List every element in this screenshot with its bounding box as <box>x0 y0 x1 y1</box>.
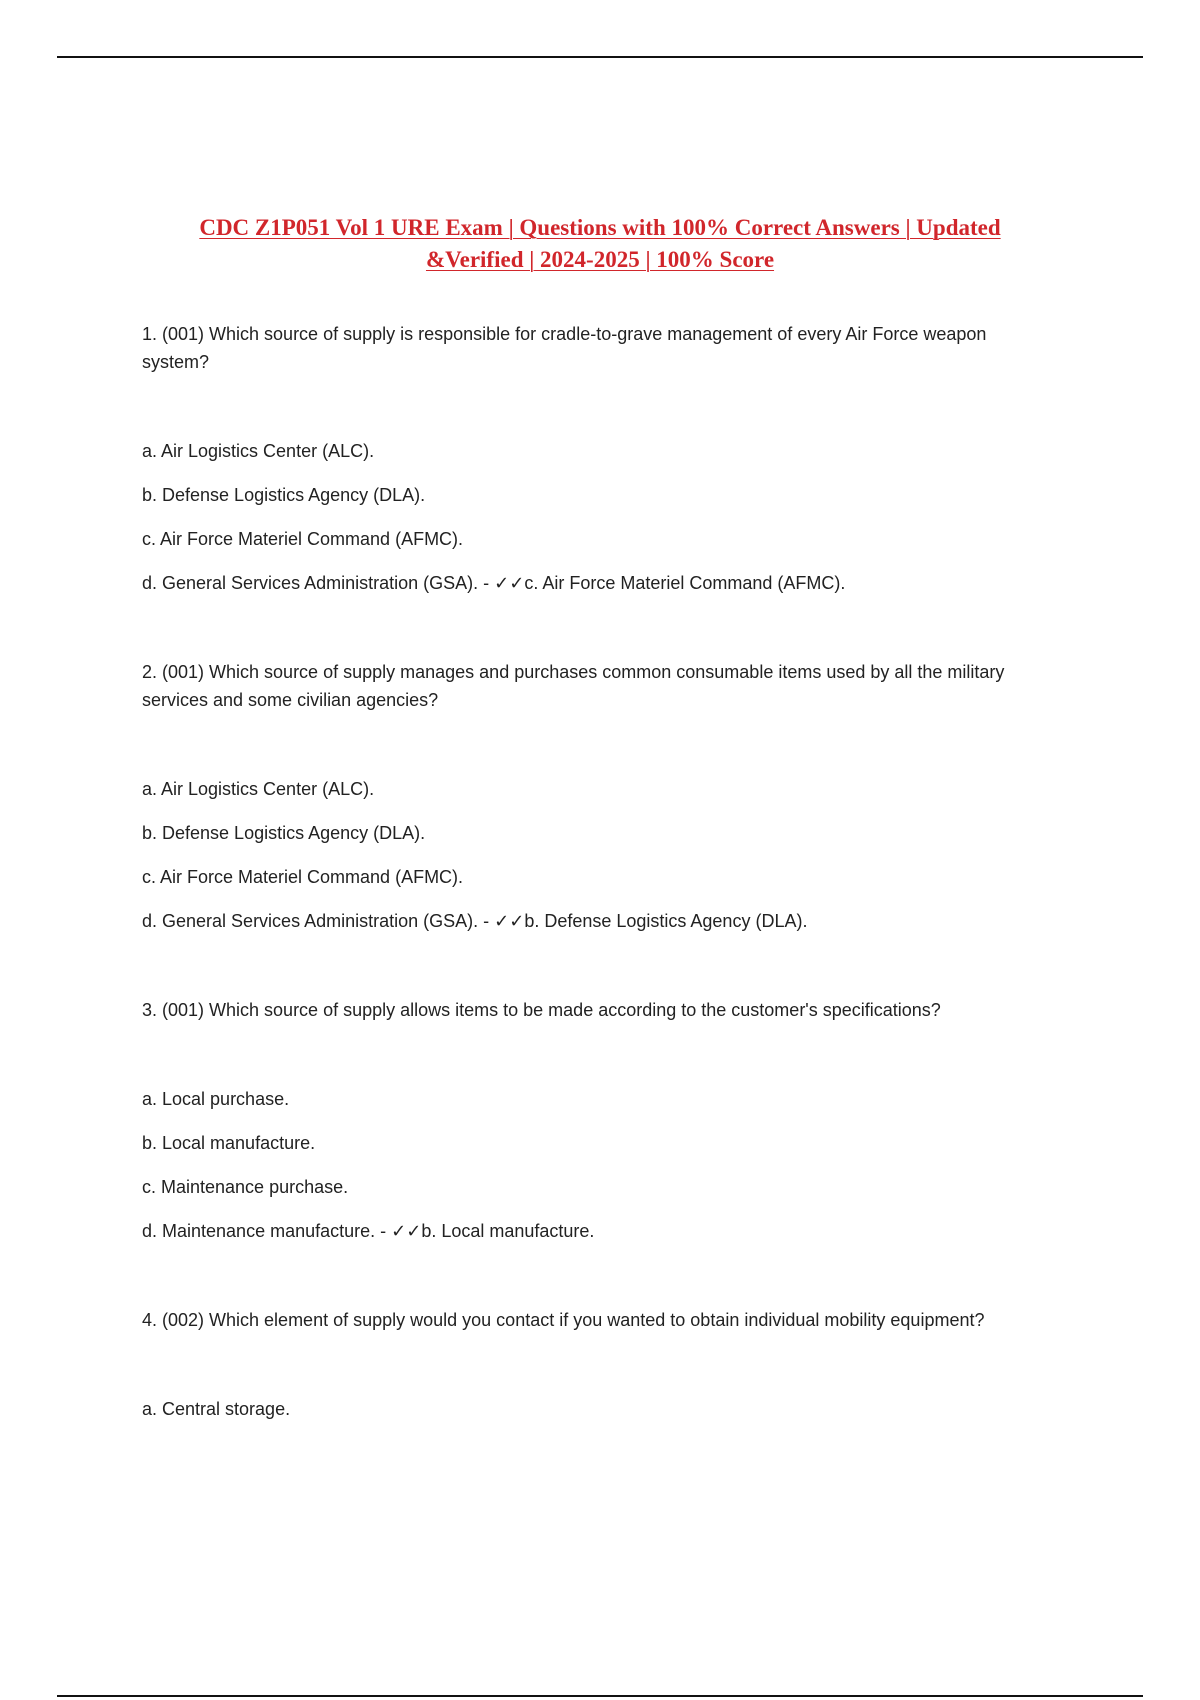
document-title <box>140 212 1060 276</box>
option-b: b. Local manufacture. <box>142 1133 316 1153</box>
option-c: c. Maintenance purchase. <box>142 1177 349 1197</box>
title-line-1: CDC Z1P051 Vol 1 URE Exam | Questions with 100% Correct Answers | Updated <box>199 215 1001 240</box>
option-list <box>142 775 1042 935</box>
option-a: a. Air Logistics Center (ALC). <box>142 779 375 799</box>
option-d: d. Maintenance manufacture. - <box>142 1221 387 1241</box>
option-d-with-answer <box>142 1217 1042 1245</box>
question-list <box>142 320 1042 1484</box>
question-text: 2. (001) Which source of supply manages and purchases common consumable items used by all the military services and some civilian agencies? <box>142 662 1005 710</box>
correct-answer: c. Air Force Materiel Command (AFMC). <box>524 573 846 593</box>
check-mark-icon: ✓✓ <box>391 1221 422 1242</box>
top-rule <box>57 56 1143 58</box>
question-4 <box>142 1306 1042 1423</box>
bottom-rule <box>57 1695 1143 1697</box>
option-d: d. General Services Administration (GSA). - <box>142 911 490 931</box>
option-b: b. Defense Logistics Agency (DLA). <box>142 485 426 505</box>
question-1 <box>142 320 1042 597</box>
correct-answer: b. Defense Logistics Agency (DLA). <box>524 911 808 931</box>
question-2 <box>142 658 1042 935</box>
option-d-with-answer <box>142 907 1042 935</box>
option-list <box>142 437 1042 597</box>
option-list <box>142 1085 1042 1245</box>
question-text: 4. (002) Which element of supply would you contact if you wanted to obtain individual mobility equipment? <box>142 1310 985 1330</box>
option-a: a. Air Logistics Center (ALC). <box>142 441 375 461</box>
question-text: 3. (001) Which source of supply allows items to be made according to the customer's specifications? <box>142 1000 941 1020</box>
check-mark-icon: ✓✓ <box>494 573 525 594</box>
correct-answer: b. Local manufacture. <box>421 1221 595 1241</box>
question-text: 1. (001) Which source of supply is responsible for cradle-to-grave management of every Air Force weapon system? <box>142 324 987 372</box>
option-d-with-answer <box>142 569 1042 597</box>
check-mark-icon: ✓✓ <box>494 911 525 932</box>
option-d: d. General Services Administration (GSA). - <box>142 573 490 593</box>
option-a: a. Local purchase. <box>142 1089 290 1109</box>
option-c: c. Air Force Materiel Command (AFMC). <box>142 867 464 887</box>
option-a: a. Central storage. <box>142 1399 291 1419</box>
title-line-2: &Verified | 2024-2025 | 100% Score <box>425 247 775 272</box>
option-b: b. Defense Logistics Agency (DLA). <box>142 823 426 843</box>
option-list <box>142 1395 1042 1423</box>
question-3 <box>142 996 1042 1245</box>
option-c: c. Air Force Materiel Command (AFMC). <box>142 529 464 549</box>
